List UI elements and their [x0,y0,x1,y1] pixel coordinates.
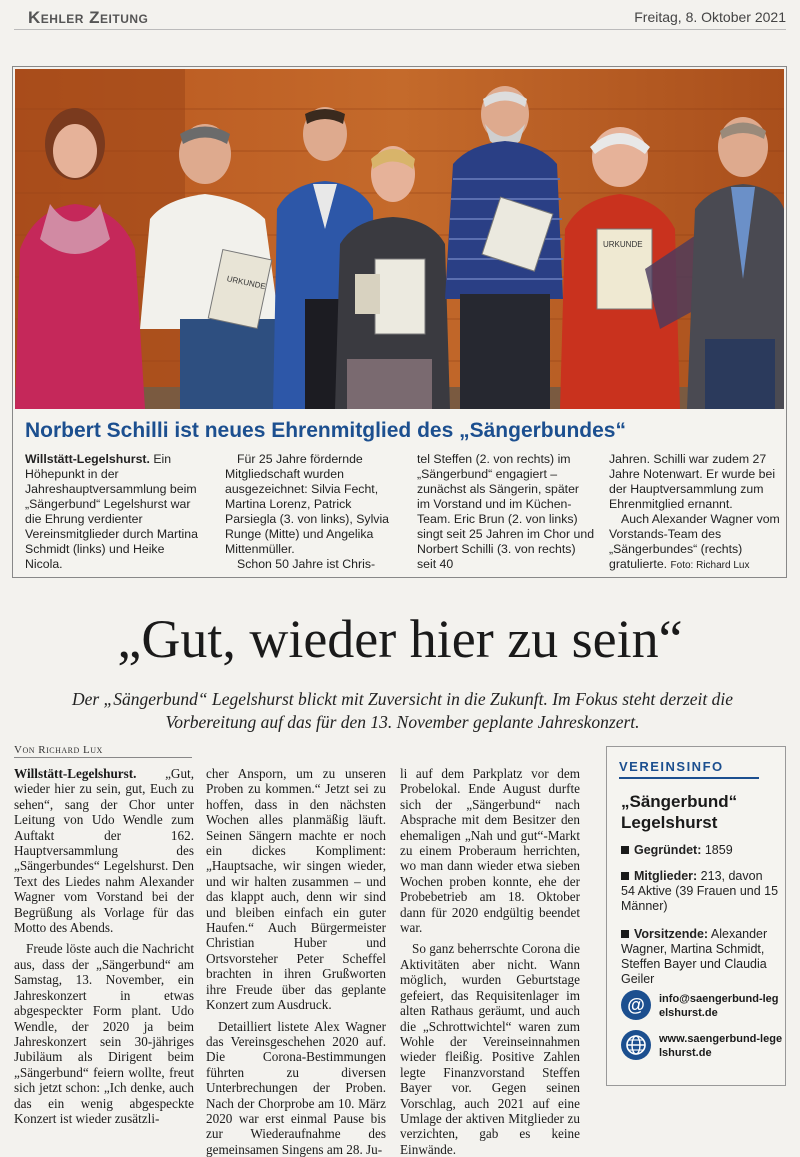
members-label: Mitglieder: [634,869,697,883]
caption-text-2b: Schon 50 Jahre ist Chris- [225,557,403,572]
board-label: Vorsitzende: [634,927,708,941]
caption-text-1: Ein Höhepunkt in der Jahreshauptversammlung beim „Sängerbund“ Legelshurst war die Ehrung verdienter Vereinsmitglieder durch Martina Schmidt (links) und Heike Nicola. [25,452,198,571]
bullet-square-icon [621,930,629,938]
board-value: Alexander Wagner, Martina Schmidt, Steffen Bayer und Claudia Geiler [621,927,767,986]
club-email[interactable] [621,990,781,1024]
email-address[interactable]: info@saengerbund-legelshurst.de [659,992,783,1020]
caption-column-4 [609,452,787,573]
email-icon [621,990,651,1020]
founded-label: Gegründet: [634,843,701,857]
byline: Von Richard Lux [14,744,103,756]
article-text-3b: So ganz beherrschte Corona die Aktivitäten aber nicht. Wann möglich, wurden Geburtstage gefeiert, das Requisitenlager im alten Rathaus geräumt, und auch die „Schrottwichtel“ waren zum Wohle der Vereinseinnahmen wieder fleißig. Positive Zahlen legte Finanzvorstand Steffen Bayer vor. Gegen seinen Vorschlag, auch 2021 auf eine Umlage der aktiven Mitglieder zu verzichten, gab es keine Einwände. [400,941,580,1157]
club-name: „Sängerbund“ Legelshurst [621,791,781,833]
article-place: Willstätt-Legelshurst. [14,766,136,781]
founded-value: 1859 [701,843,732,857]
club-website[interactable] [621,1030,781,1064]
photo-caption [25,452,779,574]
members-value: 213, davon 54 Aktive (39 Frauen und 15 Männer) [621,869,778,913]
article-headline: „Gut, wieder hier zu sein“ [0,608,800,670]
photo-headline: Norbert Schilli ist neues Ehrenmitglied des „Sängerbundes“ [25,419,626,443]
caption-column-1 [25,452,203,572]
masthead [14,6,786,30]
certificate-2: URKUNDE [603,240,643,249]
photo-article [12,66,787,578]
newspaper-name: Kehler Zeitung [28,8,148,28]
group-photo [15,69,784,409]
caption-column-2 [225,452,403,572]
club-info-box [606,746,786,1086]
club-board [621,927,779,987]
caption-text-4b: Auch Alexander Wagner vom Vorstands-Team des „Sängerbundes“ (rechts) gratulierte. [609,512,780,571]
caption-text-4a: Jahren. Schilli war zudem 27 Jahre Notenwart. Er wurde bei der Hauptversammlung zum Ehrenmitglied ernannt. [609,452,787,512]
article-text-3a: li auf dem Parkplatz vor dem Probelokal. Ende August durfte sich der „Sängerbund“ nach Absprache mit dem Besitzer den ehemaligen „Nah und gut“-Markt zu einem Proberaum herrichten, wo man dann wieder etwa sieben Wochen proben konnte, ehe der Probebetrieb am 18. Oktober dann für 2020 endgültig beendet war. [400,766,580,935]
article-column-3 [400,766,580,1157]
caption-place: Willstätt-Legelshurst. [25,452,150,466]
article-text-1a: „Gut, wieder hier zu sein, gut, Euch zu sehen“, sang der Chor unter Leitung von Udo Wendle zum Auftakt der 162. Hauptversammlung des „Sängerbundes“ Legelshurst. Den Text des Liedes nahm Alexander Wagner vom Vorstand bei der Begrüßung als Vorlage für das Motto des Abends. [14,766,194,935]
svg-text:@: @ [627,995,645,1015]
article-column-1 [14,766,194,1126]
bullet-square-icon [621,846,629,854]
website-url[interactable]: www.saengerbund-legelshurst.de [659,1032,783,1060]
article-text-2b: Detailliert listete Alex Wagner das Vereinsgeschehen 2020 auf. Die Corona-Bestimmungen führten zu diversen Unterbrechungen der Proben. Nach der Chorprobe am 10. März 2020 war erst einmal Pause bis zur Wiederaufnahme des gemeinsamen Singens am 28. Ju- [206,1019,386,1157]
issue-date: Freitag, 8. Oktober 2021 [634,9,786,25]
club-members [621,869,779,914]
club-info-label: VEREINSINFO [619,759,724,774]
article-subline: Der „Sängerbund“ Legelshurst blickt mit Zuversicht in die Zukunft. Im Fokus steht derzeit die Vorbereitung auf das für den 13. November geplante Jahreskonzert. [30,688,775,734]
caption-text-2a: Für 25 Jahre fördernde Mitgliedschaft wurden ausgezeichnet: Silvia Fecht, Martina Lorenz, Patrick Parsiegla (3. von links), Sylvia Runge (Mitte) und Angelika Mittenmüller. [225,452,403,557]
caption-column-3 [417,452,595,572]
club-info-rule [619,777,759,779]
article-text-2a: cher Ansporn, um zu unseren Proben zu kommen.“ Jetzt sei zu hoffen, dass in den nächsten Wochen alles planmäßig läuft. Seinen Sängern machte er noch ein dickes Kompliment: „Hauptsache, wir singen wieder, und wir halten zusammen – und das klappt auch, denn wir sind und bleiben einfach ein guter Haufen.“ Auch Bürgermeister Christian Huber und Ortsvorsteher Peter Scheffel brachten in ihren Grußworten ihre Freude über das geplante Konzert zum Ausdruck. [206,766,386,1013]
certificate-1: URKUNDE [226,274,267,291]
club-founded [621,843,779,858]
photo-credit: Foto: Richard Lux [671,560,750,571]
article-column-2 [206,766,386,1157]
article-text-1b: Freude löste auch die Nachricht aus, dass der „Sängerbund“ am Samstag, 13. November, ein Jahreskonzert in etwas abgespeckter Form plant. Udo Wendle, der 2020 ja beim Jahreskonzert sein 30-jähriges Jubiläum als Dirigent beim „Sängerbund“ feiern wollte, freut sich jetzt schon: „Ich denke, auch das ein wenig abgespeckte Konzert ist wieder zusätzli- [14,941,194,1126]
bullet-square-icon [621,872,629,880]
globe-icon [621,1030,651,1060]
caption-text-3: tel Steffen (2. von rechts) im „Sängerbund“ engagiert – zunächst als Sängerin, später im Vorstand und im Küchen-Team. Eric Brun (2. von links) singt seit 25 Jahren im Chor und Norbert Schilli (3. von rechts) seit 40 [417,452,594,571]
